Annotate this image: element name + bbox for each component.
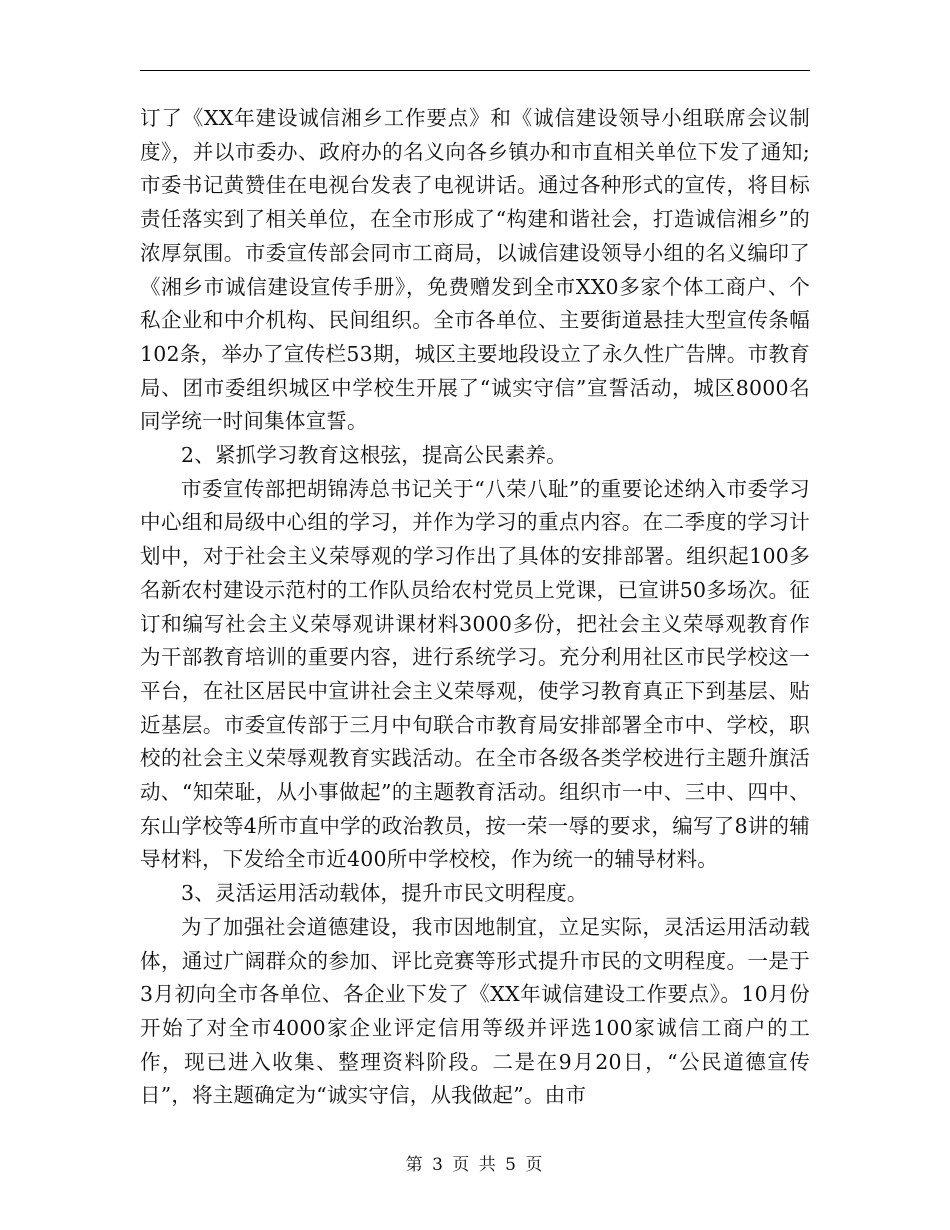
document-body	[140, 102, 810, 1113]
paragraph-3: 为了加强社会道德建设，我市因地制宜，立足实际，灵活运用活动载体，通过广阔群众的参加、评比竞赛等形式提升市民的文明程度。一是于3月初向全市各单位、各企业下发了《XX年诚信建设工作要点》。10月份开始了对全市4000家企业评定信用等级并评选100家诚信工商户的工作，现已进入收集、整理资料阶段。二是在9月20日，“公民道德宣传日”，将主题确定为“诚实守信，从我做起”。由市	[140, 914, 810, 1108]
header-rule	[140, 70, 810, 71]
section-heading-3: 3、灵活运用活动载体，提升市民文明程度。	[181, 881, 588, 906]
paragraph-1: 订了《XX年建设诚信湘乡工作要点》和《诚信建设领导小组联席会议制度》，并以市委办、政府办的名义向各乡镇办和市直相关单位下发了通知;市委书记黄赞佳在电视台发表了电视讲话。通过各种形式的宣传，将目标责任落实到了相关单位，在全市形成了“构建和谐社会，打造诚信湘乡”的浓厚氛围。市委宣传部会同市工商局，以诚信建设领导小组的名义编印了《湘乡市诚信建设宣传手册》，免费赠发到全市XX0多家个体工商户、个私企业和中介机构、民间组织。全市各单位、主要街道悬挂大型宣传条幅102条，举办了宣传栏53期，城区主要地段设立了永久性广告牌。市教育局、团市委组织城区中学校生开展了“诚实守信”宣誓活动，城区8000名同学统一时间集体宣誓。	[140, 106, 810, 434]
paragraph-2: 市委宣传部把胡锦涛总书记关于“八荣八耻”的重要论述纳入市委学习中心组和局级中心组的学习，并作为学习的重点内容。在二季度的学习计划中，对于社会主义荣辱观的学习作出了具体的安排部署。组织起100多名新农村建设示范村的工作队员给农村党员上党课，已宣讲50多场次。征订和编写社会主义荣辱观讲课材料3000多份，把社会主义荣辱观教育作为干部教育培训的重要内容，进行系统学习。充分利用社区市民学校这一平台，在社区居民中宣讲社会主义荣辱观，使学习教育真正下到基层、贴近基层。市委宣传部于三月中旬联合市教育局安排部署全市中、学校，职校的社会主义荣辱观教育实践活动。在全市各级各类学校进行主题升旗活动、“知荣耻，从小事做起”的主题教育活动。组织市一中、三中、四中、东山学校等4所市直中学的政治教员，按一荣一辱的要求，编写了8讲的辅导材料，下发给全市近400所中学校校，作为统一的辅导材料。	[140, 476, 810, 872]
section-heading-2: 2、紧抓学习教育这根弦，提高公民素养。	[181, 443, 567, 468]
page-number: 第 3 页 共 5 页	[405, 1155, 545, 1175]
